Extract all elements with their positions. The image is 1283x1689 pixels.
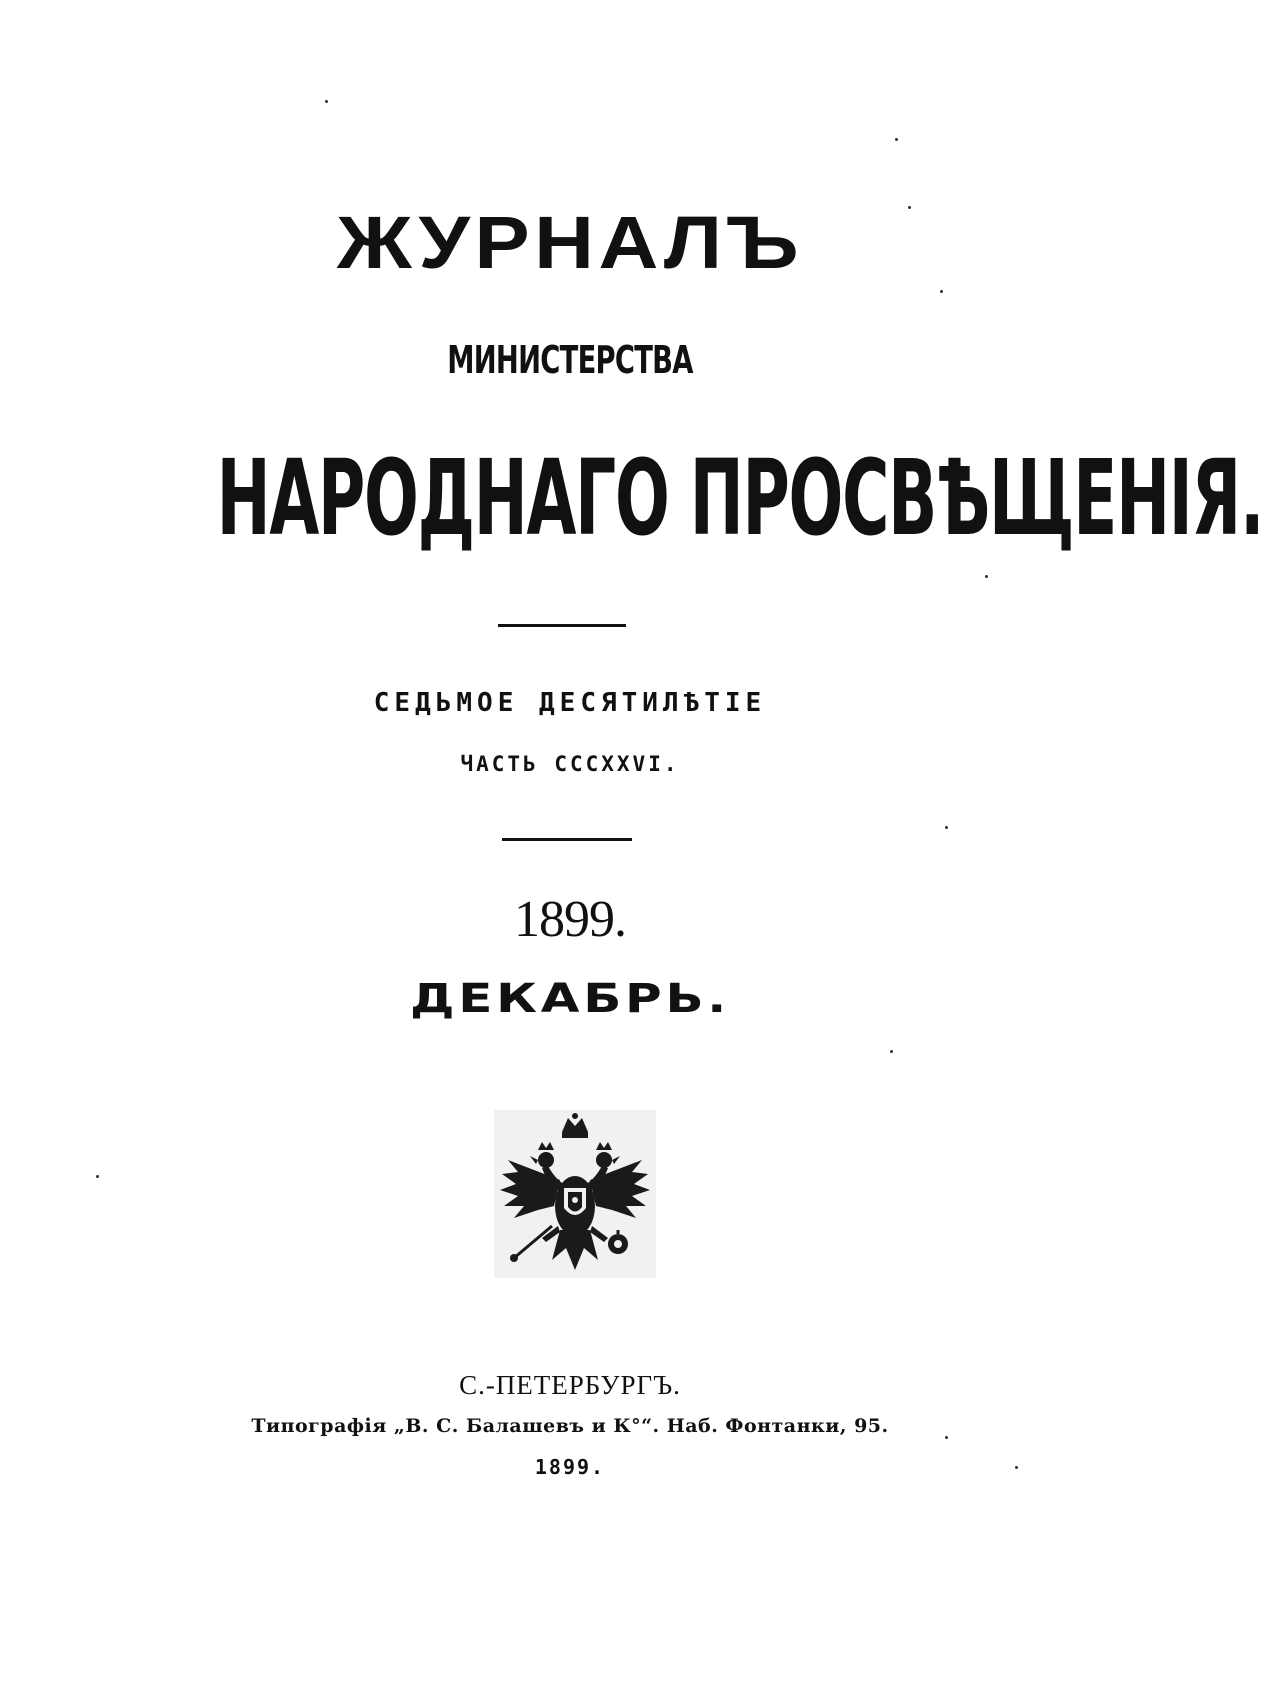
scan-speck — [325, 100, 328, 103]
scan-speck — [940, 290, 943, 293]
divider-rule — [502, 838, 632, 841]
issue-year: 1899. — [514, 891, 626, 948]
imprint-city: С.-ПЕТЕРБУРГЪ. — [459, 1370, 681, 1400]
scan-speck — [96, 1175, 99, 1178]
ministry-subtitle: МИНИСТЕРСТВА — [447, 338, 693, 382]
decade-label: СЕДЬМОЕ ДЕСЯТИЛѢТІЕ — [373, 688, 767, 718]
scan-speck — [895, 138, 898, 141]
scan-speck — [985, 575, 988, 578]
divider-rule — [498, 624, 626, 627]
part-label: ЧАСТЬ СССXXVI. — [460, 752, 680, 776]
double-headed-eagle-icon — [494, 1110, 656, 1278]
imprint-printer: Типографія „В. С. Балашевъ и К°“. Наб. Фонтанки, 95. — [251, 1415, 889, 1437]
imprint-year: 1899. — [534, 1455, 606, 1479]
issue-month: ДЕКАБРЬ. — [409, 976, 731, 1022]
scan-speck — [945, 1436, 948, 1439]
scan-speck — [1015, 1466, 1018, 1469]
scan-speck — [890, 1050, 893, 1053]
scan-speck — [908, 206, 911, 209]
journal-title: ЖУРНАЛЪ — [336, 201, 804, 284]
enlightenment-heading: НАРОДНАГО ПРОСВѢЩЕНІЯ. — [216, 437, 1264, 559]
scan-speck — [945, 826, 948, 829]
